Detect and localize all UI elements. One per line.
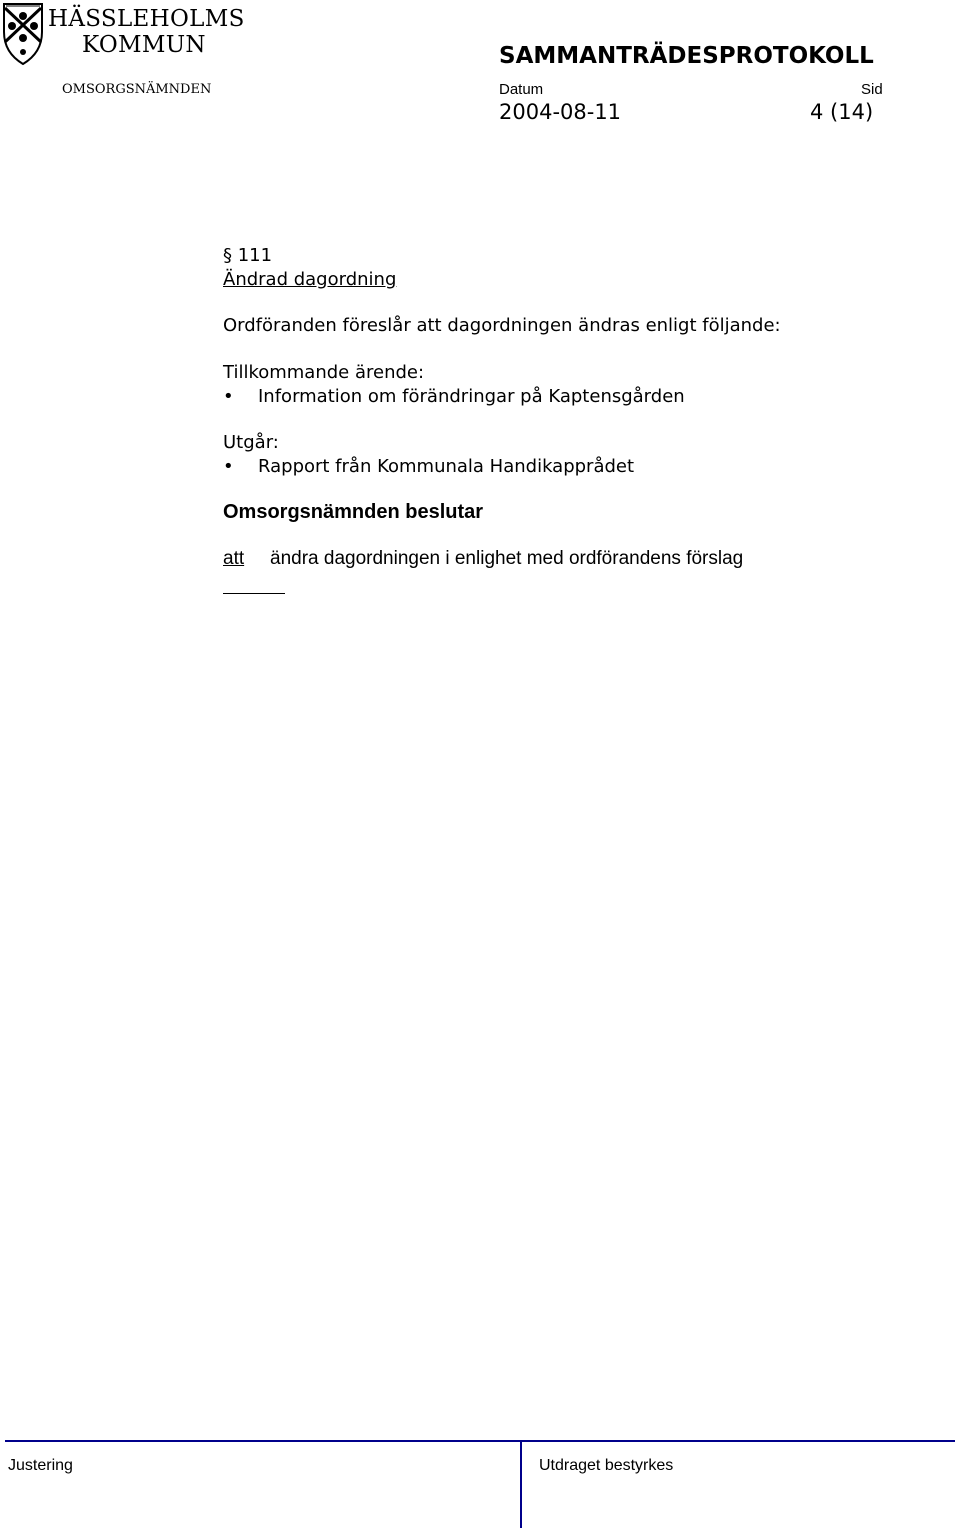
paragraph-title: Ändrad dagordning xyxy=(223,269,397,290)
added-item: Information om förändringar på Kaptensgården xyxy=(258,386,685,407)
page-label: Sid xyxy=(861,81,883,98)
decision-heading: Omsorgsnämnden beslutar xyxy=(223,501,484,523)
footer-utdraget-label: Utdraget bestyrkes xyxy=(539,1457,674,1474)
decision-text: ändra dagordningen i enlighet med ordförandens förslag xyxy=(270,548,744,569)
bullet-icon: • xyxy=(223,456,234,477)
removed-items-label: Utgår: xyxy=(223,432,279,453)
removed-item: Rapport från Kommunala Handikapprådet xyxy=(258,456,635,477)
page-value: 4 (14) xyxy=(810,100,874,124)
municipality-name-line1: HÄSSLEHOLMS xyxy=(48,6,245,32)
document-title: SAMMANTRÄDESPROTOKOLL xyxy=(499,43,874,69)
committee-name: OMSORGSNÄMNDEN xyxy=(62,82,212,97)
municipality-name-line2: KOMMUN xyxy=(82,32,206,58)
end-rule xyxy=(223,593,285,594)
date-label: Datum xyxy=(499,81,544,98)
decision-att: att xyxy=(223,548,245,569)
footer-divider xyxy=(520,1440,522,1528)
added-items-label: Tillkommande ärende: xyxy=(223,362,425,383)
intro-text: Ordföranden föreslår att dagordningen ändras enligt följande: xyxy=(223,315,781,336)
bullet-icon: • xyxy=(223,386,234,407)
date-value: 2004-08-11 xyxy=(499,100,622,124)
footer-rule xyxy=(5,1440,955,1442)
paragraph-number: § 111 xyxy=(223,245,273,266)
coat-of-arms-icon xyxy=(2,2,44,66)
footer-justering-label: Justering xyxy=(8,1457,73,1474)
